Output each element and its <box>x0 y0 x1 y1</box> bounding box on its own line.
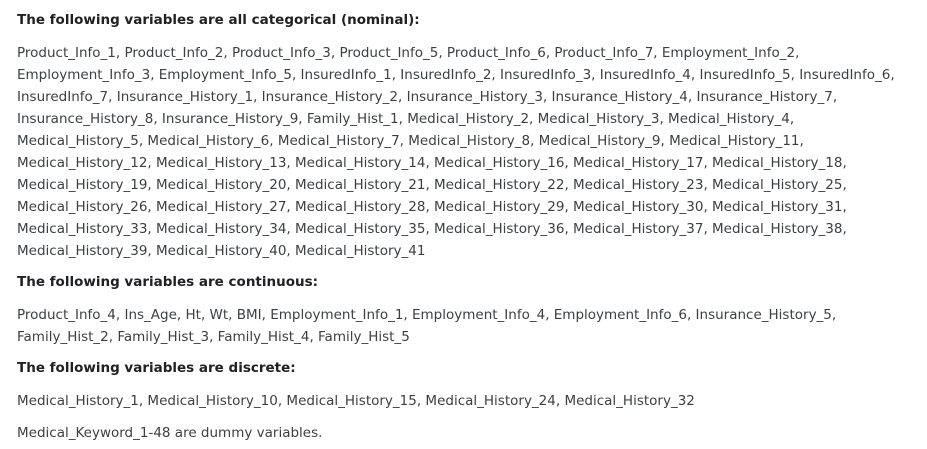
continuous-variable-list: Product_Info_4, Ins_Age, Ht, Wt, BMI, Employment_Info_1, Employment_Info_4, Employment_Info_6, Insurance_History_5, Family_Hist_2, Family_Hist_3, Family_Hist_4, Family_Hist_5 <box>17 307 837 345</box>
discrete-variable-list: Medical_History_1, Medical_History_10, Medical_History_15, Medical_History_24, Medical_History_32 <box>17 393 695 409</box>
categorical-heading: The following variables are all categorical (nominal): <box>17 12 420 28</box>
continuous-heading: The following variables are continuous: <box>17 274 319 290</box>
discrete-heading: The following variables are discrete: <box>17 360 296 376</box>
dummy-variable-note: Medical_Keyword_1-48 are dummy variables. <box>17 425 323 441</box>
categorical-variable-list: Product_Info_1, Product_Info_2, Product_Info_3, Product_Info_5, Product_Info_6, Product_Info_7, Employment_Info_2, Employment_Info_3, Employment_Info_5, InsuredInfo_1, InsuredInfo_2, InsuredInfo_3, InsuredInfo_4, InsuredInfo_5, InsuredInfo_6, InsuredInfo_7, Insurance_History_1, Insurance_History_2, Insurance_History_3, Insurance_History_4, Insurance_History_7, Insurance_History_8, Insurance_History_9, Family_Hist_1, Medical_History_2, Medical_History_3, Medical_History_4, Medical_History_5, Medical_History_6, Medical_History_7, Medical_History_8, Medical_History_9, Medical_History_11, Medical_History_12, Medical_History_13, Medical_History_14, Medical_History_16, Medical_History_17, Medical_History_18, Medical_History_19, Medical_History_20, Medical_History_21, Medical_History_22, Medical_History_23, Medical_History_25, Medical_History_26, Medical_History_27, Medical_History_28, Medical_History_29, Medical_History_30, Medical_History_31, Medical_History_33, Medical_History_34, Medical_History_35, Medical_History_36, Medical_History_37, Medical_History_38, Medical_History_39, Medical_History_40, Medical_History_41 <box>17 45 895 259</box>
